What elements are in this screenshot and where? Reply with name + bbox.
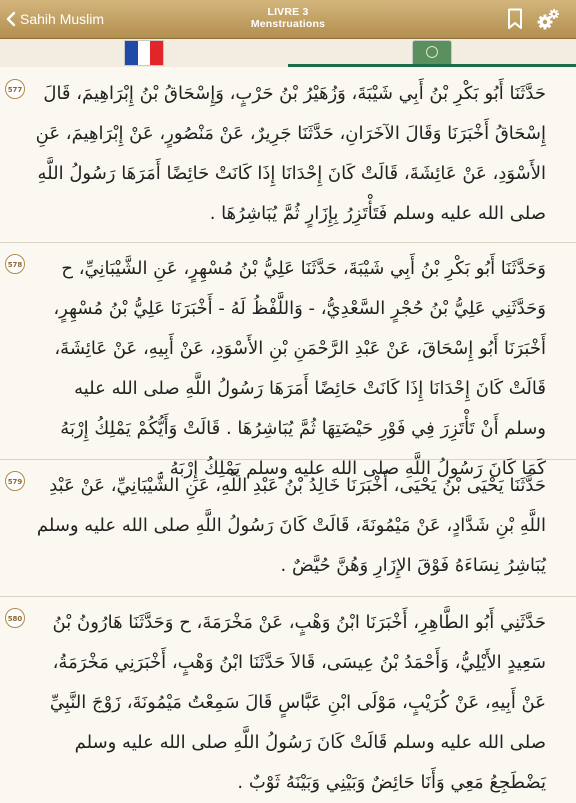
hadith-number-badge: 578 xyxy=(5,254,25,274)
arab-league-flag-icon xyxy=(413,41,451,65)
book-number: LIVRE 3 xyxy=(267,6,309,18)
hadith-item xyxy=(0,68,576,243)
hadith-list[interactable] xyxy=(0,68,576,793)
france-flag-icon xyxy=(125,41,163,65)
navigation-bar xyxy=(0,0,576,39)
gear-icon[interactable] xyxy=(536,8,560,36)
tab-french[interactable] xyxy=(0,39,288,67)
language-tabs xyxy=(0,39,576,67)
hadith-text: حَدَّثَنَا أَبُو بَكْرِ بْنُ أَبِي شَيْبَةَ، وَزُهَيْرُ بْنُ حَرْبٍ، وَإِسْحَاقُ بْنُ إِبْرَاهِيمَ، قَالَ إِسْحَاقُ أَخْبَرَنَا وَقَالَ الآخَرَانِ، حَدَّثَنَا جَرِيرٌ، عَنْ مَنْصُورٍ، عَنْ إِبْرَاهِيمَ، عَنِ الأَسْوَدِ، عَنْ عَائِشَةَ، قَالَتْ كَانَ إِحْدَانَا إِذَا كَانَتْ حَائِضًا أَمَرَهَا رَسُولُ اللَّهِ صلى الله عليه وسلم فَتَأْتَزِرُ بِإِزَارٍ ثُمَّ يُبَاشِرُهَا . xyxy=(35,83,546,224)
hadith-number-badge: 580 xyxy=(5,608,25,628)
hadith-text: وَحَدَّثَنَا أَبُو بَكْرِ بْنُ أَبِي شَيْبَةَ، حَدَّثَنَا عَلِيُّ بْنُ مُسْهِرٍ، عَنِ الشَّيْبَانِيِّ، ح وَحَدَّثَنِي عَلِيُّ بْنُ حُجْرٍ السَّعْدِيُّ، - وَاللَّفْظُ لَهُ - أَخْبَرَنَا عَلِيُّ بْنُ مُسْهِرٍ، أَخْبَرَنَا أَبُو إِسْحَاقَ، عَنْ عَبْدِ الرَّحْمَنِ بْنِ الأَسْوَدِ، عَنْ أَبِيهِ، عَنْ عَائِشَةَ، قَالَتْ كَانَ إِحْدَانَا إِذَا كَانَتْ حَائِضًا أَمَرَهَا رَسُولُ اللَّهِ صلى الله عليه وسلم أَنْ تَأْتَزِرَ فِي فَوْرِ حَيْضَتِهَا ثُمَّ يُبَاشِرُهَا . قَالَتْ وَأَيُّكُمْ يَمْلِكُ إِرْبَهُ كَمَا كَانَ رَسُولُ اللَّهِ صلى الله عليه وسلم يَمْلِكُ إِرْبَهُ . xyxy=(53,258,546,479)
back-button-label: Sahih Muslim xyxy=(20,11,105,27)
hadith-item xyxy=(0,460,576,597)
chevron-left-icon xyxy=(6,11,16,27)
hadith-text: حَدَّثَنِي أَبُو الطَّاهِرِ، أَخْبَرَنَا ابْنُ وَهْبٍ، عَنْ مَخْرَمَةَ، ح وَحَدَّثَنَا هَارُونُ بْنُ سَعِيدٍ الأَيْلِيُّ، وَأَحْمَدُ بْنُ عِيسَى، قَالاَ حَدَّثَنَا ابْنُ وَهْبٍ، أَخْبَرَنِي مَخْرَمَةُ، عَنْ أَبِيهِ، عَنْ كُرَيْبٍ، مَوْلَى ابْنِ عَبَّاسٍ قَالَ سَمِعْتُ مَيْمُونَةَ، زَوْجَ النَّبِيِّ صلى الله عليه وسلم قَالَتْ كَانَ رَسُولُ اللَّهِ صلى الله عليه وسلم يَضْطَجِعُ مَعِي وَأَنَا حَائِضٌ وَبَيْنِي وَبَيْنَهُ ثَوْبٌ . xyxy=(49,612,546,793)
back-button[interactable] xyxy=(6,0,104,38)
hadith-number-badge: 577 xyxy=(5,79,25,99)
book-name: Menstruations xyxy=(250,18,326,30)
page-title xyxy=(188,6,388,30)
hadith-number-badge: 579 xyxy=(5,471,25,491)
tab-arabic[interactable] xyxy=(288,39,576,67)
hadith-item xyxy=(0,597,576,793)
hadith-text: حَدَّثَنَا يَحْيَى بْنُ يَحْيَى، أَخْبَرَنَا خَالِدُ بْنُ عَبْدِ اللَّهِ، عَنِ الشَّيْبَانِيِّ، عَنْ عَبْدِ اللَّهِ بْنِ شَدَّادٍ، عَنْ مَيْمُونَةَ، قَالَتْ كَانَ رَسُولُ اللَّهِ صلى الله عليه وسلم يُبَاشِرُ نِسَاءَهُ فَوْقَ الإِزَارِ وَهُنَّ حُيَّضٌ . xyxy=(36,475,546,576)
hadith-item xyxy=(0,243,576,479)
bookmark-icon[interactable] xyxy=(507,8,523,34)
